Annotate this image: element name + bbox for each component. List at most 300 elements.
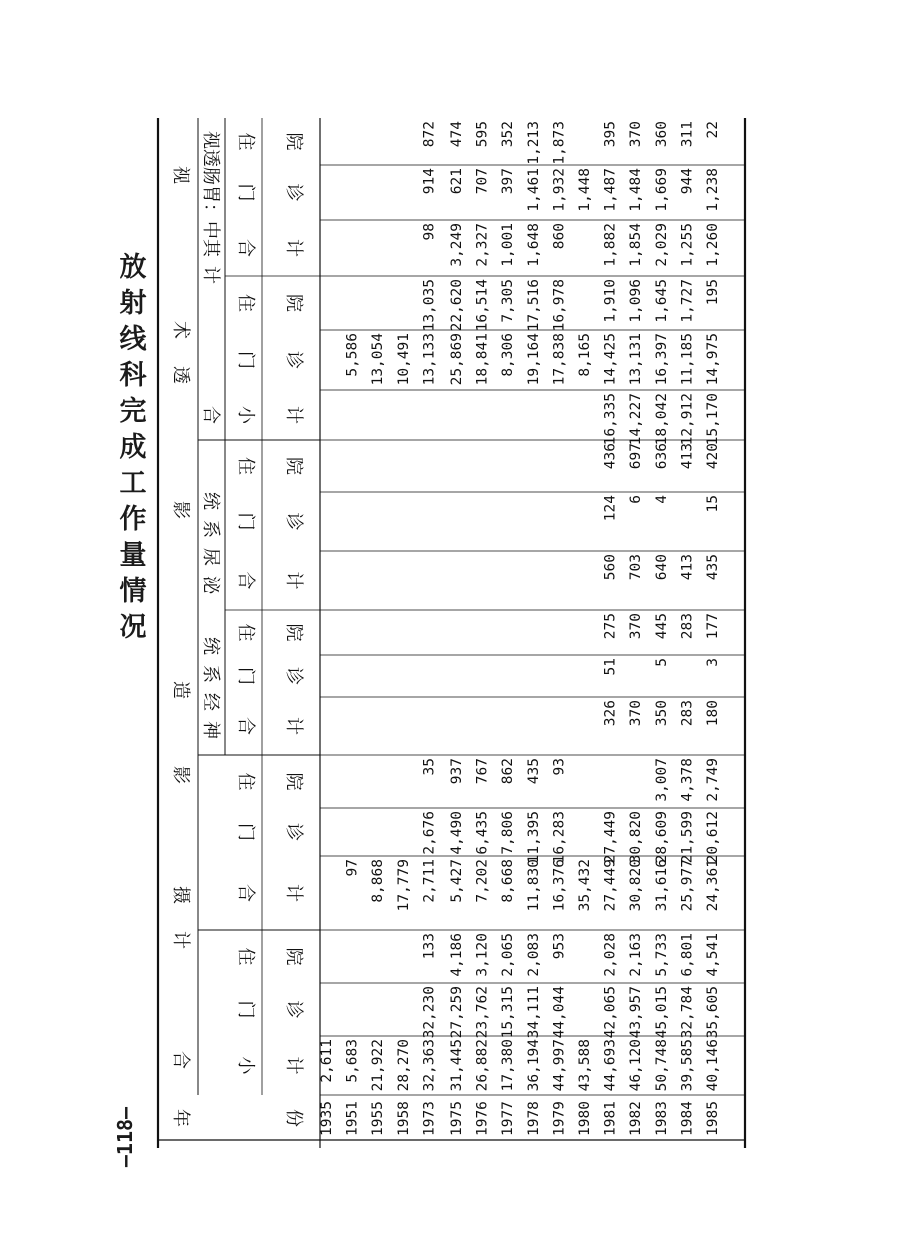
- value-cell: 133: [421, 933, 438, 960]
- value-cell: 4,490: [449, 811, 465, 855]
- svg-text:院: 院: [283, 947, 304, 966]
- value-cell: 14,975: [705, 333, 721, 386]
- header-sub-total: [200, 266, 221, 424]
- value-cell: 311: [679, 121, 696, 148]
- table-row: [500, 121, 516, 1136]
- value-cell: 14,425: [602, 333, 619, 386]
- svg-text:术: 术: [170, 321, 191, 339]
- value-cell: 1,645: [653, 279, 670, 323]
- svg-text:门: 门: [235, 512, 256, 531]
- svg-text:住: 住: [235, 623, 256, 642]
- svg-text:合: 合: [235, 717, 256, 735]
- value-cell: 27,449: [602, 859, 619, 912]
- svg-text:泌: 泌: [200, 576, 221, 594]
- svg-text:系: 系: [200, 665, 221, 683]
- header-col-9-top: [235, 572, 256, 590]
- header-col-8-bottom: [283, 624, 304, 642]
- value-cell: 326: [602, 700, 619, 727]
- value-cell: 1,854: [628, 223, 645, 267]
- value-cell: 2,611: [319, 1039, 335, 1083]
- value-cell: 13,131: [628, 333, 645, 386]
- svg-text:统: 统: [200, 492, 221, 510]
- table-row: [577, 168, 593, 1136]
- value-cell: 7,806: [500, 811, 517, 855]
- value-cell: 16,978: [551, 279, 568, 332]
- value-cell: 560: [602, 554, 619, 581]
- value-cell: 24,361: [705, 859, 721, 912]
- header-col-9-bottom: [283, 572, 304, 590]
- value-cell: 42,065: [602, 986, 619, 1039]
- header-col-11-bottom: [283, 457, 304, 475]
- value-cell: 2,711: [421, 859, 438, 903]
- value-cell: 397: [500, 168, 517, 195]
- value-cell: 3,249: [449, 223, 465, 267]
- value-cell: 370: [628, 121, 645, 148]
- svg-text:住: 住: [235, 457, 256, 475]
- header-col-6-top: [235, 717, 256, 735]
- value-cell: 18,042: [653, 393, 670, 446]
- header-col-13-bottom: [283, 351, 304, 369]
- svg-text:计: 计: [170, 931, 191, 949]
- svg-text:计: 计: [283, 717, 304, 735]
- value-cell: 97: [344, 859, 361, 877]
- value-cell: 8,868: [370, 859, 387, 903]
- value-cell: 413: [679, 443, 696, 470]
- value-cell: 2,065: [500, 933, 517, 977]
- value-cell: 43,957: [628, 986, 645, 1039]
- svg-text:其: 其: [200, 239, 221, 257]
- value-cell: 5: [653, 658, 670, 667]
- header-col-2-top: [235, 948, 256, 966]
- value-cell: 45,015: [653, 986, 670, 1039]
- value-cell: 28,270: [395, 1039, 412, 1092]
- header-year-bottom: [283, 1109, 304, 1127]
- svg-text:中: 中: [200, 221, 221, 239]
- header-col-4-bottom: [283, 823, 304, 841]
- value-cell: 595: [474, 121, 491, 148]
- year-cell: 1984: [679, 1101, 696, 1136]
- svg-text:住: 住: [235, 947, 256, 966]
- value-cell: 30,820: [628, 811, 645, 864]
- page-number-text: —118—: [113, 1106, 137, 1168]
- value-cell: 32,230: [421, 986, 438, 1039]
- value-cell: 26,882: [474, 1039, 491, 1092]
- year-cell: 1983: [653, 1101, 670, 1136]
- header-col-15-bottom: [283, 239, 304, 257]
- table-row: [551, 121, 567, 1136]
- year-cell: 1981: [602, 1101, 619, 1136]
- header-group-photo: [170, 766, 191, 904]
- value-cell: 16,335: [602, 393, 619, 446]
- value-cell: 16,376: [551, 859, 568, 912]
- year-cell: 1935: [319, 1101, 335, 1136]
- svg-text:计: 计: [200, 266, 221, 284]
- header-col-10-top: [235, 513, 256, 531]
- svg-text:计: 计: [283, 571, 304, 590]
- header-col-5-bottom: [283, 773, 304, 791]
- value-cell: 11,395: [525, 811, 542, 864]
- svg-text:诊: 诊: [283, 351, 304, 369]
- value-cell: 1,484: [628, 168, 645, 212]
- value-cell: 6,801: [679, 933, 696, 977]
- value-cell: 22,620: [449, 279, 465, 332]
- value-cell: 195: [705, 279, 721, 306]
- year-cell: 1951: [344, 1101, 361, 1136]
- value-cell: 4,378: [679, 758, 696, 802]
- value-cell: 14,227: [628, 393, 645, 446]
- value-cell: 21,922: [370, 1039, 387, 1092]
- header-col-7-top: [235, 667, 256, 685]
- value-cell: 395: [602, 121, 619, 148]
- svg-text:门: 门: [235, 667, 256, 685]
- value-cell: 1,448: [577, 168, 593, 212]
- value-cell: 1,873: [551, 121, 568, 165]
- value-cell: 16,397: [653, 333, 670, 386]
- value-cell: 25,869: [449, 333, 465, 386]
- value-cell: 445: [653, 613, 670, 640]
- value-cell: 177: [705, 613, 721, 640]
- value-cell: 13,133: [421, 333, 438, 386]
- value-cell: 32,784: [679, 986, 696, 1039]
- value-cell: 1,648: [525, 223, 542, 267]
- value-cell: 11,185: [679, 333, 696, 386]
- value-cell: 2,028: [602, 933, 619, 977]
- value-cell: 31,616: [653, 859, 670, 912]
- value-cell: 860: [551, 223, 568, 250]
- svg-text:透: 透: [200, 149, 221, 167]
- table-row: [628, 121, 644, 1136]
- svg-text:院: 院: [283, 132, 304, 151]
- table-row: [449, 121, 465, 1136]
- value-cell: 17,516: [525, 279, 542, 332]
- svg-text:合: 合: [235, 884, 256, 902]
- table-row: [654, 121, 670, 1136]
- value-cell: 350: [653, 700, 670, 727]
- header-col-14-top: [235, 294, 256, 312]
- svg-text:肠: 肠: [200, 167, 221, 185]
- table-row: [475, 121, 491, 1136]
- value-cell: 4,541: [705, 933, 721, 977]
- value-cell: 413: [679, 554, 696, 581]
- svg-text:住: 住: [235, 772, 256, 791]
- header-col-13-top: [235, 351, 256, 369]
- value-cell: 27,259: [449, 986, 465, 1039]
- value-cell: 16,514: [474, 278, 491, 332]
- value-cell: 703: [628, 554, 645, 581]
- year-cell: 1985: [705, 1101, 721, 1136]
- value-cell: 767: [474, 758, 491, 785]
- value-cell: 22: [705, 121, 721, 139]
- svg-text:影: 影: [170, 501, 191, 519]
- table-row: [345, 333, 361, 1136]
- value-cell: 10,491: [395, 333, 412, 386]
- value-cell: 1,910: [602, 279, 619, 323]
- svg-text:门: 门: [235, 1000, 256, 1019]
- header-col-6-bottom: [283, 717, 304, 735]
- value-cell: 275: [602, 613, 619, 640]
- value-cell: 862: [500, 758, 517, 785]
- header-sub-neuro: [200, 637, 221, 739]
- value-cell: 1,213: [525, 121, 542, 165]
- svg-text:小: 小: [235, 406, 256, 424]
- svg-text:诊: 诊: [283, 512, 304, 531]
- svg-text:统: 统: [200, 637, 221, 655]
- value-cell: 7,305: [500, 279, 517, 323]
- header-col-2-bottom: [283, 948, 304, 966]
- svg-text:住: 住: [235, 132, 256, 151]
- svg-text:视: 视: [200, 131, 221, 149]
- value-cell: 1,932: [551, 168, 568, 212]
- value-cell: 435: [705, 554, 721, 581]
- value-cell: 180: [705, 700, 721, 727]
- svg-text:计: 计: [283, 1056, 304, 1075]
- svg-text:计: 计: [283, 884, 304, 902]
- table-row: [705, 121, 721, 1136]
- year-cell: 1958: [395, 1101, 412, 1136]
- year-cell: 1979: [551, 1101, 568, 1136]
- value-cell: 937: [449, 758, 465, 785]
- value-cell: 36,194: [525, 1039, 542, 1092]
- svg-text:合: 合: [235, 571, 256, 590]
- value-cell: 1,487: [602, 168, 619, 212]
- value-cell: 98: [421, 223, 438, 241]
- header-sub-gi: [200, 131, 221, 258]
- value-cell: 5,427: [449, 859, 465, 903]
- value-cell: 44,693: [602, 1039, 619, 1092]
- value-cell: 3: [705, 658, 721, 667]
- value-cell: 1,255: [679, 223, 696, 267]
- header-col-7-bottom: [283, 667, 304, 685]
- year-cell: 1973: [421, 1101, 438, 1136]
- svg-text:胃: 胃: [200, 185, 221, 203]
- value-cell: 43,588: [577, 1039, 593, 1092]
- value-cell: 707: [474, 168, 491, 195]
- value-cell: 7,202: [474, 859, 491, 903]
- value-cell: 5,733: [653, 933, 670, 977]
- value-cell: 1,461: [525, 168, 542, 212]
- page-title: 放射线科完成工作量情况: [119, 252, 147, 643]
- value-cell: 5,586: [344, 333, 361, 377]
- svg-text:院: 院: [283, 457, 304, 475]
- header-col-3-bottom: [283, 884, 304, 902]
- value-cell: 283: [679, 700, 696, 727]
- value-cell: 1,238: [705, 168, 721, 212]
- svg-text:院: 院: [283, 294, 304, 312]
- value-cell: 3,120: [474, 933, 491, 977]
- value-cell: 17,779: [395, 859, 412, 912]
- value-cell: 1,260: [705, 223, 721, 267]
- svg-text:计: 计: [283, 406, 304, 424]
- value-cell: 34,111: [525, 986, 542, 1039]
- value-cell: 2,676: [421, 811, 438, 855]
- value-cell: 40,146: [705, 1039, 721, 1092]
- value-cell: 12,912: [679, 393, 696, 446]
- value-cell: 872: [421, 121, 438, 148]
- value-cell: 2,749: [705, 758, 721, 802]
- svg-text:透: 透: [170, 366, 191, 384]
- value-cell: 420: [705, 443, 721, 470]
- value-cell: 31,445: [449, 1039, 465, 1092]
- table-row: [421, 121, 437, 1136]
- header-col-12-top: [235, 406, 256, 425]
- header-col-10-bottom: [283, 513, 304, 531]
- svg-text:合: 合: [235, 239, 256, 257]
- header-col-8-top: [235, 624, 256, 642]
- value-cell: 124: [602, 495, 619, 522]
- header-col-15-top: [235, 239, 256, 257]
- value-cell: 46,120: [628, 1039, 645, 1092]
- value-cell: 15: [705, 495, 721, 513]
- value-cell: 51: [602, 658, 619, 676]
- value-cell: 3,007: [653, 758, 670, 802]
- header-col-0-bottom: [283, 1057, 304, 1075]
- year-cell: 1978: [525, 1101, 542, 1136]
- value-cell: 1,096: [628, 279, 645, 323]
- svg-text:造: 造: [170, 681, 191, 699]
- table-row: [603, 121, 619, 1136]
- header-col-3-top: [235, 884, 256, 902]
- value-cell: 352: [500, 121, 517, 148]
- header-group-fluoro: [170, 166, 191, 384]
- value-cell: 20,612: [705, 811, 721, 864]
- value-cell: 50,748: [653, 1039, 670, 1092]
- svg-text:院: 院: [283, 623, 304, 642]
- svg-text:门: 门: [235, 183, 256, 202]
- year-cell: 1980: [577, 1101, 593, 1136]
- value-cell: 8,165: [577, 333, 593, 377]
- year-cell: 1977: [500, 1101, 517, 1136]
- value-cell: 18,841: [474, 332, 491, 386]
- svg-text:经: 经: [200, 693, 221, 711]
- table-row: [679, 121, 695, 1136]
- header-col-4-top: [235, 823, 256, 841]
- value-cell: 640: [653, 554, 670, 581]
- value-cell: 6,435: [474, 811, 491, 855]
- svg-text:：: ：: [200, 203, 221, 221]
- header-col-5-top: [235, 773, 256, 791]
- svg-text:神: 神: [200, 721, 221, 739]
- value-cell: 35,432: [577, 859, 593, 912]
- svg-text:诊: 诊: [283, 1000, 304, 1019]
- header-col-1-top: [235, 1001, 256, 1019]
- value-cell: 1,727: [679, 279, 696, 323]
- value-cell: 44,997: [551, 1039, 568, 1092]
- table-row: [370, 333, 386, 1136]
- value-cell: 914: [421, 168, 438, 195]
- value-cell: 17,380: [500, 1039, 517, 1092]
- table-row: [526, 121, 542, 1136]
- header-col-0-top: [235, 1057, 256, 1076]
- value-cell: 1,882: [602, 223, 619, 267]
- value-cell: 35,605: [705, 986, 721, 1039]
- value-cell: 6: [628, 495, 645, 504]
- svg-text:影: 影: [170, 766, 191, 784]
- value-cell: 32,363: [421, 1039, 438, 1092]
- value-cell: 5,683: [344, 1039, 361, 1083]
- header-col-11-top: [235, 457, 256, 475]
- table-row: [396, 333, 412, 1136]
- value-cell: 13,035: [421, 279, 438, 332]
- year-cell: 1955: [370, 1101, 387, 1136]
- value-cell: 8,668: [500, 859, 517, 903]
- value-cell: 8,306: [500, 333, 517, 377]
- value-cell: 436: [602, 443, 619, 470]
- svg-text:合: 合: [200, 406, 221, 424]
- value-cell: 15,315: [500, 986, 517, 1039]
- svg-text:份: 份: [283, 1109, 304, 1127]
- svg-text:视: 视: [170, 166, 191, 184]
- value-cell: 370: [628, 613, 645, 640]
- svg-text:门: 门: [235, 823, 256, 841]
- value-cell: 44,044: [551, 986, 568, 1039]
- value-cell: 474: [449, 121, 465, 148]
- value-cell: 697: [628, 443, 645, 470]
- value-cell: 953: [551, 933, 568, 960]
- header-col-14-bottom: [283, 294, 304, 312]
- value-cell: 93: [551, 758, 568, 776]
- value-cell: 944: [679, 168, 696, 195]
- header-col-1-bottom: [283, 1001, 304, 1019]
- svg-text:小: 小: [235, 1056, 256, 1075]
- svg-text:诊: 诊: [283, 183, 304, 202]
- svg-text:系: 系: [200, 520, 221, 538]
- value-cell: 28,609: [653, 811, 670, 864]
- header-col-16-top: [235, 184, 256, 202]
- value-cell: 4: [653, 495, 670, 504]
- header-col-12-bottom: [283, 406, 304, 424]
- value-cell: 2,327: [474, 222, 491, 267]
- value-cell: 2,029: [653, 223, 670, 267]
- value-cell: 17,838: [551, 333, 568, 386]
- value-cell: 13,054: [370, 333, 387, 386]
- value-cell: 4,186: [449, 933, 465, 977]
- svg-text:年: 年: [170, 1109, 191, 1127]
- header-group-total: [170, 931, 191, 1069]
- value-cell: 636: [653, 443, 670, 470]
- header-col-17-top: [235, 133, 256, 151]
- svg-text:计: 计: [283, 239, 304, 257]
- value-cell: 25,977: [679, 859, 696, 912]
- value-cell: 15,170: [705, 393, 721, 446]
- value-cell: 27,449: [602, 811, 619, 864]
- value-cell: 19,164: [525, 333, 542, 386]
- header-year-top: [170, 1109, 192, 1127]
- value-cell: 35: [421, 758, 438, 776]
- svg-text:住: 住: [235, 294, 256, 312]
- value-cell: 370: [628, 700, 645, 727]
- value-cell: 30,820: [628, 859, 645, 912]
- value-cell: 435: [525, 758, 542, 785]
- header-col-17-bottom: [283, 133, 304, 151]
- table-row: [319, 1039, 335, 1136]
- header-sub-urinary: [200, 492, 221, 595]
- value-cell: 1,669: [653, 168, 670, 212]
- header-col-16-bottom: [283, 184, 304, 202]
- value-cell: 283: [679, 613, 696, 640]
- svg-text:院: 院: [283, 772, 304, 791]
- svg-text:摄: 摄: [170, 886, 191, 904]
- svg-text:诊: 诊: [283, 823, 304, 841]
- value-cell: 16,283: [551, 811, 568, 864]
- value-cell: 360: [653, 121, 670, 148]
- year-cell: 1976: [474, 1101, 491, 1136]
- value-cell: 621: [449, 168, 465, 195]
- year-cell: 1975: [449, 1101, 465, 1136]
- svg-text:尿: 尿: [200, 548, 221, 566]
- value-cell: 39,585: [679, 1039, 696, 1092]
- value-cell: 21,599: [679, 811, 696, 864]
- value-cell: 2,083: [525, 933, 542, 977]
